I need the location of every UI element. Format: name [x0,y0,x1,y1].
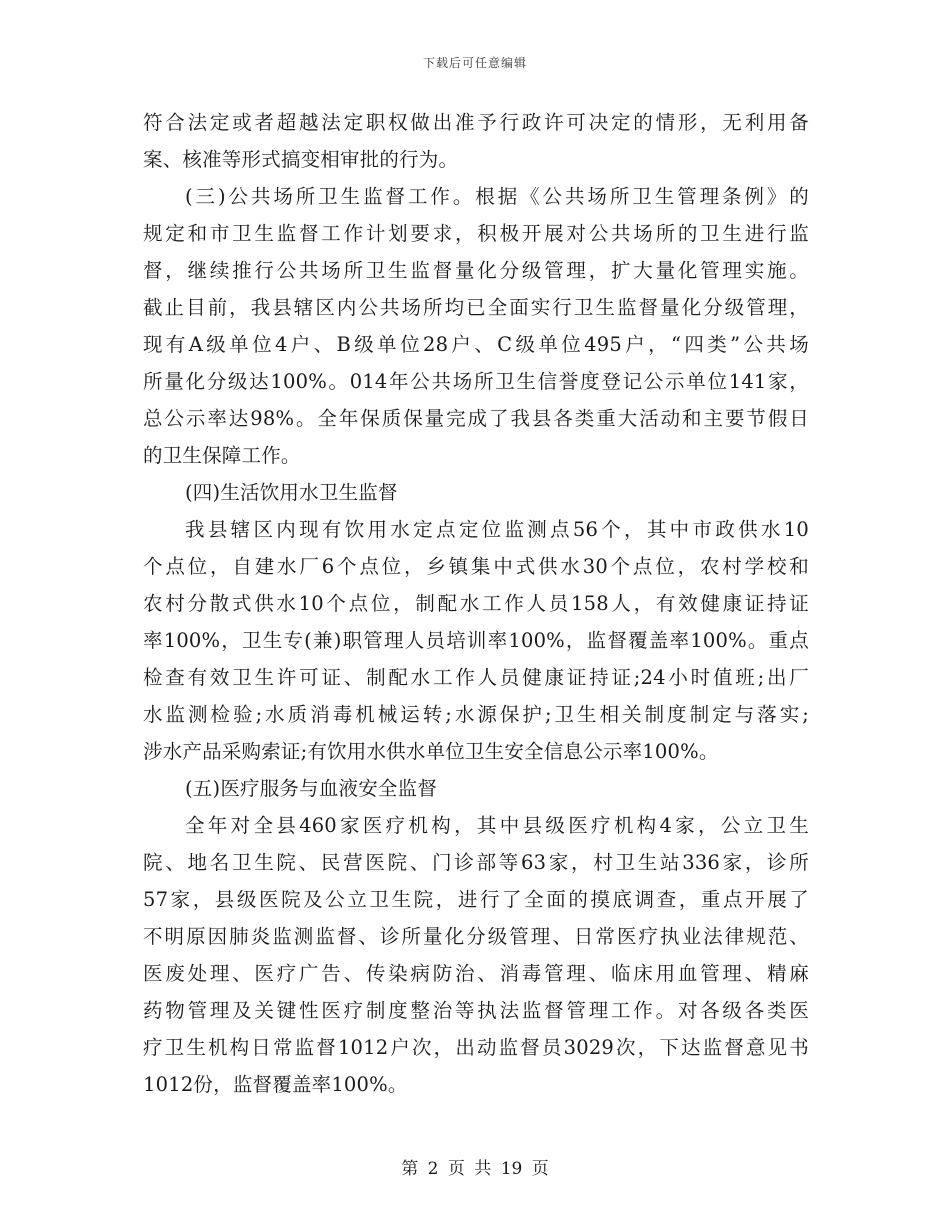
text-line: 检查有效卫生许可证、制配水工作人员健康证持证;24小时值班;出厂 [143,666,809,689]
page-number-footer: 第 2 页 共 19 页 [401,1159,549,1179]
text-line: 所量化分级达100%。014年公共场所卫生信誉度登记公示单位141家， [143,370,809,393]
text-line: 督，继续推行公共场所卫生监督量化分级管理，扩大量化管理实施。 [143,259,809,282]
document-body [143,104,809,1103]
text-line: 不明原因肺炎监测监督、诊所量化分级管理、日常医疗执业法律规范、 [143,925,809,948]
text-line: 的卫生保障工作。 [143,444,301,467]
text-line: 率100%，卫生专(兼)职管理人员培训率100%，监督覆盖率100%。重点 [143,629,809,652]
text-line: 药物管理及关键性医疗制度整治等执法监督管理工作。对各级各类医 [143,999,809,1022]
text-line: (三)公共场所卫生监督工作。根据《公共场所卫生管理条例》的 [185,185,809,208]
text-line: (四)生活饮用水卫生监督 [185,481,398,504]
text-line: 截止目前，我县辖区内公共场所均已全面实行卫生监督量化分级管理， [143,296,809,319]
text-line: 案、核准等形式搞变相审批的行为。 [143,148,459,171]
text-line: 疗卫生机构日常监督1012户次，出动监督员3029次，下达监督意见书 [143,1036,809,1059]
text-line: 我县辖区内现有饮用水定点定位监测点56个，其中市政供水10 [185,518,809,541]
text-line: 水监测检验;水质消毒机械运转;水源保护;卫生相关制度制定与落实; [143,703,809,726]
text-line: 全年对全县460家医疗机构，其中县级医疗机构4家，公立卫生 [185,814,809,837]
page-header: 下载后可任意编辑 [422,56,527,70]
text-line: 医废处理、医疗广告、传染病防治、消毒管理、临床用血管理、精麻 [143,962,809,985]
text-line: 符合法定或者超越法定职权做出准予行政许可决定的情形，无利用备 [143,111,809,134]
text-line: 规定和市卫生监督工作计划要求，积极开展对公共场所的卫生进行监 [143,222,809,245]
text-line: 总公示率达98%。全年保质保量完成了我县各类重大活动和主要节假日 [143,407,809,430]
text-line: 农村分散式供水10个点位，制配水工作人员158人，有效健康证持证 [143,592,809,615]
text-line: 涉水产品采购索证;有饮用水供水单位卫生安全信息公示率100%。 [143,740,719,763]
text-line: 个点位，自建水厂6个点位，乡镇集中式供水30个点位，农村学校和 [143,555,809,578]
text-line: 1012份，监督覆盖率100%。 [143,1073,408,1096]
text-line: 院、地名卫生院、民营医院、门诊部等63家，村卫生站336家，诊所 [143,851,809,874]
text-line: (五)医疗服务与血液安全监督 [185,777,438,800]
text-line: 现有A级单位4户、B级单位28户、C级单位495户，“四类”公共场 [143,333,809,356]
text-line: 57家，县级医院及公立卫生院，进行了全面的摸底调查，重点开展了 [143,888,809,911]
